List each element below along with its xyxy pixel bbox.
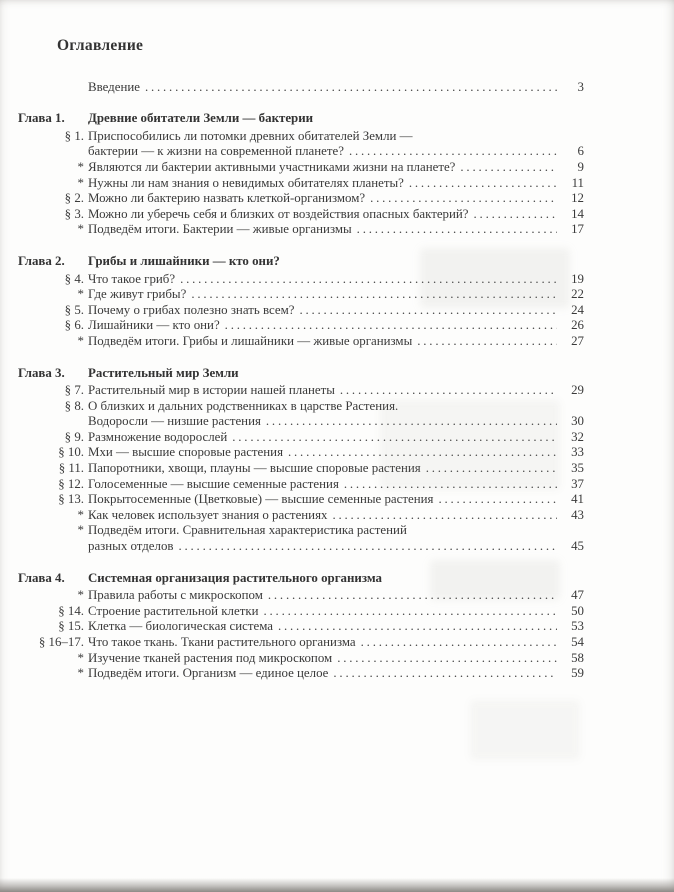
page-edge-shadow bbox=[0, 878, 674, 892]
entry-page-number: 41 bbox=[571, 492, 584, 507]
chapter-header bbox=[18, 571, 584, 587]
chapter-title: Древние обитатели Земли — бактерии bbox=[88, 111, 314, 126]
entry-line bbox=[88, 303, 584, 319]
entry-page-number: 24 bbox=[571, 302, 584, 317]
entry-text: Являются ли бактерии активными участниками жизни на планете? bbox=[88, 159, 456, 174]
intro-row bbox=[88, 80, 584, 96]
entry-page-number: 29 bbox=[571, 383, 584, 398]
toc-entry bbox=[18, 651, 584, 667]
entry-line bbox=[88, 176, 584, 192]
entry-page-number: 27 bbox=[571, 333, 584, 348]
dot-leader bbox=[178, 539, 557, 555]
entry-page-number: 58 bbox=[571, 650, 584, 665]
dot-leader bbox=[191, 287, 557, 303]
entry-line bbox=[88, 318, 584, 334]
entry-lines bbox=[88, 383, 584, 399]
chapter-header bbox=[18, 254, 584, 270]
chapter bbox=[18, 254, 584, 350]
chapters bbox=[18, 111, 584, 682]
entry-page-number: 59 bbox=[571, 666, 584, 681]
entry-text: Подведём итоги. Бактерии — живые организмы bbox=[88, 222, 352, 237]
dot-leader bbox=[426, 461, 557, 477]
dot-leader bbox=[357, 222, 557, 238]
toc-entry bbox=[18, 129, 584, 160]
entry-lines bbox=[88, 334, 584, 350]
toc-entry bbox=[18, 666, 584, 682]
entry-lines bbox=[88, 129, 584, 160]
dot-leader bbox=[288, 445, 557, 461]
entry-marker: § 7. bbox=[64, 383, 84, 398]
entry-marker: * bbox=[77, 287, 84, 302]
entry-marker: § 5. bbox=[64, 302, 84, 317]
toc-entry bbox=[18, 461, 584, 477]
entry-text: Папоротники, хвощи, плауны — высшие споровые растения bbox=[88, 461, 421, 476]
toc-entry bbox=[18, 160, 584, 176]
dot-leader bbox=[337, 651, 557, 667]
dot-leader bbox=[361, 635, 557, 651]
chapter-title: Грибы и лишайники — кто они? bbox=[88, 253, 280, 268]
entry-line bbox=[88, 539, 584, 555]
entry-lines bbox=[88, 191, 584, 207]
entry-line bbox=[88, 430, 584, 446]
entry-lines bbox=[88, 523, 584, 554]
show-through-artifact bbox=[470, 700, 580, 760]
entry-text: Покрытосеменные (Цветковые) — высшие семенные растения bbox=[88, 492, 434, 507]
entry-text: бактерии — к жизни на современной планете? bbox=[88, 144, 344, 159]
entry-lines bbox=[88, 287, 584, 303]
toc-entry bbox=[18, 492, 584, 508]
toc-entry bbox=[18, 222, 584, 238]
entry-page-number: 32 bbox=[571, 429, 584, 444]
toc-entry bbox=[18, 588, 584, 604]
entry-line bbox=[88, 492, 584, 508]
entry-marker: § 3. bbox=[64, 206, 84, 221]
entry-line bbox=[88, 414, 584, 430]
entry-text: Изучение тканей растения под микроскопом bbox=[88, 650, 333, 665]
dot-leader bbox=[417, 334, 557, 350]
entry-line bbox=[88, 666, 584, 682]
toc-entry bbox=[18, 635, 584, 651]
entry-marker: * bbox=[77, 588, 84, 603]
entry-line bbox=[88, 222, 584, 238]
entry-line bbox=[88, 383, 584, 399]
entry-page-number: 22 bbox=[571, 287, 584, 302]
entry-text: Подведём итоги. Организм — единое целое bbox=[88, 666, 329, 681]
toc-entry bbox=[18, 318, 584, 334]
toc-entry bbox=[18, 287, 584, 303]
entry-lines bbox=[88, 666, 584, 682]
chapter-label: Глава 1. bbox=[18, 111, 65, 126]
entry-text: Нужны ли нам знания о невидимых обитателях планеты? bbox=[88, 175, 404, 190]
entry-line bbox=[88, 523, 584, 539]
entry-text: Где живут грибы? bbox=[88, 287, 187, 302]
entry-lines bbox=[88, 461, 584, 477]
entry-line bbox=[88, 588, 584, 604]
chapter bbox=[18, 111, 584, 238]
entry-line bbox=[88, 477, 584, 493]
entry-page-number: 6 bbox=[577, 144, 584, 159]
chapter-title: Системная организация растительного организма bbox=[88, 570, 382, 585]
dot-leader bbox=[344, 477, 557, 493]
entry-line bbox=[88, 445, 584, 461]
entry-lines bbox=[88, 399, 584, 430]
entry-text: Подведём итоги. Сравнительная характеристика растений bbox=[88, 523, 407, 538]
entry-text: Лишайники — кто они? bbox=[88, 318, 220, 333]
entry-page-number: 30 bbox=[571, 414, 584, 429]
entry-line bbox=[88, 160, 584, 176]
chapter-entries bbox=[18, 383, 584, 555]
entry-marker: § 11. bbox=[58, 461, 84, 476]
entry-lines bbox=[88, 222, 584, 238]
toc-entry bbox=[18, 430, 584, 446]
toc-entry bbox=[18, 176, 584, 192]
entry-page-number: 37 bbox=[571, 476, 584, 491]
entry-lines bbox=[88, 477, 584, 493]
entry-marker: * bbox=[77, 523, 84, 538]
dot-leader bbox=[266, 414, 557, 430]
entry-line bbox=[88, 191, 584, 207]
page-title: Оглавление bbox=[57, 37, 144, 54]
entry-line bbox=[88, 508, 584, 524]
entry-page-number: 53 bbox=[571, 619, 584, 634]
entry-line bbox=[88, 651, 584, 667]
toc-entry bbox=[18, 508, 584, 524]
dot-leader bbox=[299, 303, 557, 319]
entry-lines bbox=[88, 176, 584, 192]
entry-page-number: 45 bbox=[571, 539, 584, 554]
entry-text: Почему о грибах полезно знать всем? bbox=[88, 302, 295, 317]
entry-line bbox=[88, 619, 584, 635]
toc-entry bbox=[18, 523, 584, 554]
entry-marker: § 13. bbox=[58, 492, 84, 507]
chapter-entries bbox=[18, 272, 584, 350]
entry-line bbox=[88, 635, 584, 651]
toc-entry bbox=[18, 477, 584, 493]
entry-page-number: 26 bbox=[571, 318, 584, 333]
entry-text: Размножение водорослей bbox=[88, 429, 228, 444]
entry-text: Мхи — высшие споровые растения bbox=[88, 445, 283, 460]
dot-leader bbox=[278, 619, 557, 635]
dot-leader bbox=[264, 604, 558, 620]
entry-lines bbox=[88, 430, 584, 446]
entry-lines bbox=[88, 303, 584, 319]
toc-entry bbox=[18, 303, 584, 319]
dot-leader bbox=[268, 588, 557, 604]
entry-lines bbox=[88, 272, 584, 288]
entry-lines bbox=[88, 619, 584, 635]
entry-marker: § 4. bbox=[64, 271, 84, 286]
toc-entry bbox=[18, 207, 584, 223]
entry-text: Что такое ткань. Ткани растительного организма bbox=[88, 635, 356, 649]
entry-marker: § 8. bbox=[64, 398, 84, 413]
entry-page-number: 33 bbox=[571, 445, 584, 460]
entry-page-number: 17 bbox=[571, 222, 584, 237]
dot-leader bbox=[370, 191, 557, 207]
intro-label: Введение bbox=[88, 79, 140, 94]
entry-marker: * bbox=[77, 333, 84, 348]
entry-page-number: 12 bbox=[571, 191, 584, 206]
entry-lines bbox=[88, 160, 584, 176]
entry-text: разных отделов bbox=[88, 539, 174, 554]
entry-marker: § 12. bbox=[58, 476, 84, 491]
entry-text: Водоросли — низшие растения bbox=[88, 414, 261, 429]
chapter-label: Глава 3. bbox=[18, 365, 65, 380]
dot-leader bbox=[438, 492, 557, 508]
entry-marker: § 16–17. bbox=[38, 635, 84, 649]
entry-lines bbox=[88, 207, 584, 223]
entry-page-number: 11 bbox=[571, 175, 584, 190]
entry-lines bbox=[88, 588, 584, 604]
toc-entry bbox=[18, 334, 584, 350]
entry-marker: § 9. bbox=[64, 429, 84, 444]
entry-line bbox=[88, 461, 584, 477]
toc-entry bbox=[18, 399, 584, 430]
entry-lines bbox=[88, 318, 584, 334]
entry-marker: § 15. bbox=[58, 619, 84, 634]
entry-line bbox=[88, 207, 584, 223]
dot-leader bbox=[460, 160, 557, 176]
chapter bbox=[18, 571, 584, 682]
chapter bbox=[18, 366, 584, 555]
entry-line bbox=[88, 129, 584, 145]
entry-text: Строение растительной клетки bbox=[88, 603, 259, 618]
entry-lines bbox=[88, 651, 584, 667]
entry-marker: * bbox=[77, 222, 84, 237]
entry-lines bbox=[88, 635, 584, 651]
entry-line bbox=[88, 399, 584, 415]
dot-leader bbox=[232, 430, 557, 446]
entry-marker: * bbox=[77, 650, 84, 665]
entry-text: Растительный мир в истории нашей планеты bbox=[88, 383, 335, 398]
entry-marker: * bbox=[77, 159, 84, 174]
intro-page-number: 3 bbox=[577, 79, 584, 94]
entry-marker: § 14. bbox=[58, 603, 84, 618]
chapter-title: Растительный мир Земли bbox=[88, 365, 239, 380]
dot-leader bbox=[333, 666, 557, 682]
entry-line bbox=[88, 334, 584, 350]
chapter-header bbox=[18, 366, 584, 382]
entry-marker: * bbox=[77, 175, 84, 190]
entry-marker: § 1. bbox=[64, 128, 84, 143]
entry-text: Подведём итоги. Грибы и лишайники — живые организмы bbox=[88, 333, 413, 348]
chapter-header bbox=[18, 111, 584, 127]
entry-line bbox=[88, 272, 584, 288]
entry-text: Можно ли уберечь себя и близких от воздействия опасных бактерий? bbox=[88, 206, 469, 221]
entry-text: Голосеменные — высшие семенные растения bbox=[88, 476, 339, 491]
dot-leader bbox=[180, 272, 557, 288]
toc-entry bbox=[18, 604, 584, 620]
dot-leader bbox=[349, 144, 557, 160]
entry-lines bbox=[88, 604, 584, 620]
entry-line bbox=[88, 287, 584, 303]
entry-lines bbox=[88, 508, 584, 524]
entry-lines bbox=[88, 492, 584, 508]
entry-marker: * bbox=[77, 666, 84, 681]
entry-line bbox=[88, 604, 584, 620]
toc-entry bbox=[18, 383, 584, 399]
entry-text: Правила работы с микроскопом bbox=[88, 588, 263, 603]
chapter-label: Глава 4. bbox=[18, 570, 65, 585]
entry-page-number: 43 bbox=[571, 507, 584, 522]
entry-page-number: 9 bbox=[577, 159, 584, 174]
toc-entry bbox=[18, 619, 584, 635]
entry-page-number: 35 bbox=[571, 461, 584, 476]
dot-leader bbox=[474, 207, 557, 223]
dot-leader bbox=[340, 383, 557, 399]
entry-marker: * bbox=[77, 507, 84, 522]
entry-text: Приспособились ли потомки древних обитателей Земли — bbox=[88, 128, 413, 143]
entry-text: Клетка — биологическая система bbox=[88, 619, 273, 634]
dot-leader bbox=[225, 318, 557, 334]
chapter-entries bbox=[18, 129, 584, 238]
entry-page-number: 50 bbox=[571, 603, 584, 618]
chapter-entries bbox=[18, 588, 584, 682]
entry-page-number: 14 bbox=[571, 206, 584, 221]
entry-lines bbox=[88, 445, 584, 461]
entry-text: О близких и дальних родственниках в царстве Растения. bbox=[88, 398, 399, 413]
entry-marker: § 6. bbox=[64, 318, 84, 333]
chapter-label: Глава 2. bbox=[18, 253, 65, 268]
entry-marker: § 10. bbox=[58, 445, 84, 460]
entry-text: Можно ли бактерию назвать клеткой-организмом? bbox=[88, 191, 366, 206]
entry-page-number: 19 bbox=[571, 271, 584, 286]
entry-text: Как человек использует знания о растениях bbox=[88, 507, 328, 522]
dot-leader bbox=[145, 80, 557, 96]
entry-marker: § 2. bbox=[64, 191, 84, 206]
entry-page-number: 54 bbox=[571, 635, 584, 649]
dot-leader bbox=[332, 508, 557, 524]
entry-page-number: 47 bbox=[571, 588, 584, 603]
toc-entry bbox=[18, 191, 584, 207]
entry-line bbox=[88, 144, 584, 160]
toc-entry bbox=[18, 272, 584, 288]
entry-text: Что такое гриб? bbox=[88, 271, 176, 286]
dot-leader bbox=[409, 176, 557, 192]
toc-entry bbox=[18, 445, 584, 461]
